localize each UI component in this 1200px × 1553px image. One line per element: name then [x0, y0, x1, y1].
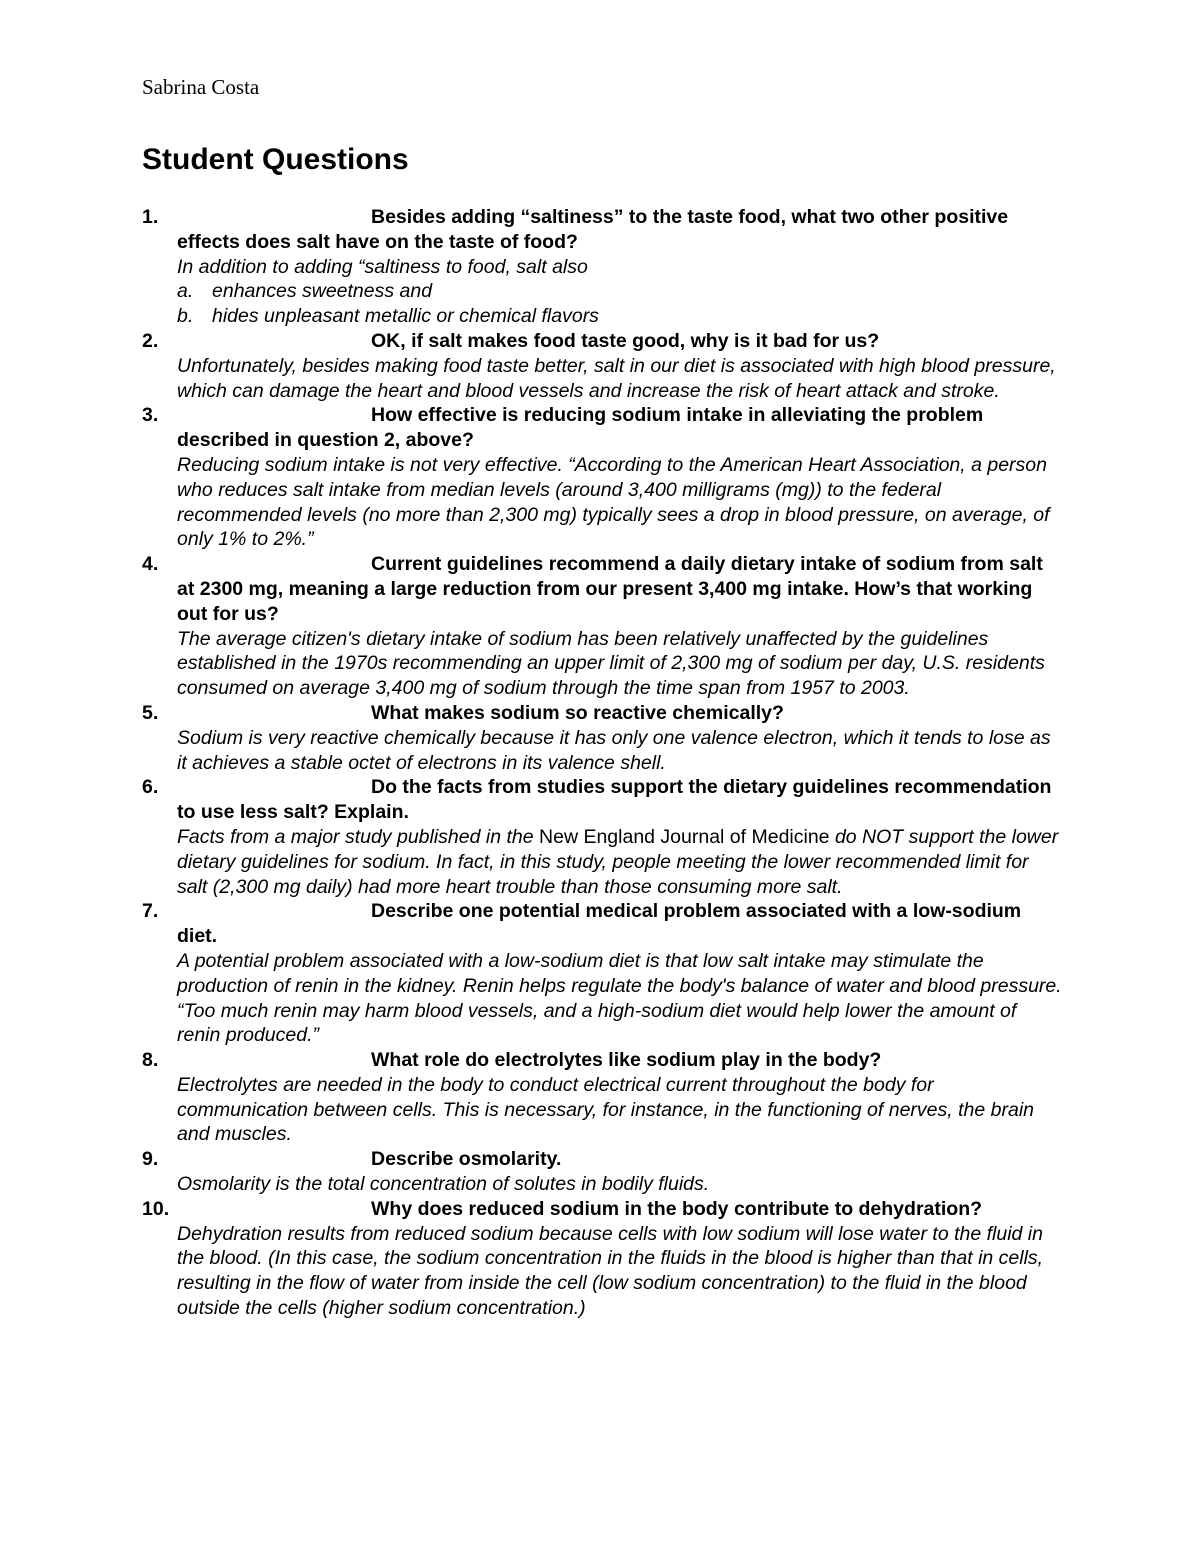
- question-number: 2.: [142, 329, 159, 352]
- question-text: Describe one potential medical problem associated with a low-sodium diet.: [177, 900, 1022, 948]
- question-item: [142, 701, 1062, 775]
- question-item: [142, 403, 1062, 552]
- answer-text-part: do NOT support the lower dietary guidelines for sodium. In fact, in this study, people meeting the lower recommended limit for salt (2,300 mg daily) had more heart trouble than those consuming more salt.: [177, 825, 1059, 898]
- question-text: How effective is reducing sodium intake in alleviating the problem described in question 2, above?: [177, 404, 984, 452]
- question-item: [142, 899, 1062, 1048]
- question-text: Do the facts from studies support the dietary guidelines recommendation to use less salt? Explain.: [177, 776, 1052, 824]
- question-number: 6.: [142, 776, 159, 799]
- question-number: 10.: [142, 1197, 170, 1220]
- question-number: 9.: [142, 1148, 159, 1171]
- question-number: 8.: [142, 1049, 159, 1072]
- question-text: What role do electrolytes like sodium play in the body?: [371, 1049, 882, 1072]
- list-letter: a.: [177, 280, 194, 303]
- journal-title: New England Journal of Medicine: [539, 825, 830, 848]
- question-item: [142, 329, 1062, 403]
- question-item: [142, 1048, 1062, 1147]
- answer-text: Unfortunately, besides making food taste better, salt in our diet is associated with high blood pressure, which can damage the heart and blood vessels and increase the risk of heart attack and stroke.: [177, 354, 1056, 402]
- answer-text: Osmolarity is the total concentration of solutes in bodily fluids.: [177, 1173, 710, 1196]
- answer-text: Sodium is very reactive chemically because it has only one valence electron, which it tends to lose as it achieves a stable octet of electrons in its valence shell.: [177, 726, 1051, 774]
- question-text: What makes sodium so reactive chemically?: [371, 701, 784, 724]
- question-number: 4.: [142, 553, 159, 576]
- question-number: 1.: [142, 206, 159, 228]
- question-number: 3.: [142, 404, 159, 427]
- question-text: Current guidelines recommend a daily dietary intake of sodium from salt at 2300 mg, meaning a large reduction from our present 3,400 mg intake. How’s that working out for us?: [177, 553, 1043, 625]
- question-item: [142, 1147, 1062, 1197]
- question-item: [142, 552, 1062, 701]
- answer-text: In addition to adding “saltiness to food, salt also: [177, 255, 588, 278]
- list-item-text: enhances sweetness and: [212, 280, 433, 303]
- answer-sublist: [177, 279, 1062, 329]
- question-text: Why does reduced sodium in the body contribute to dehydration?: [371, 1197, 983, 1220]
- answer-text: Dehydration results from reduced sodium because cells with low sodium will lose water to the fluid in the blood. (In this case, the sodium concentration in the fluids in the blood is higher than that in cells, resulting in the flow of water from inside the cell (low sodium concentration) to the fluid in the blood outside the cells (higher sodium concentration.): [177, 1222, 1044, 1320]
- list-item-text: hides unpleasant metallic or chemical flavors: [212, 305, 599, 328]
- list-item: [177, 304, 1062, 329]
- question-item: [142, 1197, 1062, 1321]
- question-list: [142, 205, 1062, 1321]
- answer-text-part: Facts from a major study published in the: [177, 825, 534, 848]
- answer-text: Reducing sodium intake is not very effective. “According to the American Heart Association, a person who reduces salt intake from median levels (around 3,400 milligrams (mg)) to the federal recommended levels (no more than 2,300 mg) typically sees a drop in blood pressure, on average, of only 1% to 2%.”: [177, 453, 1050, 551]
- question-item: [142, 775, 1062, 899]
- question-text: Besides adding “saltiness” to the taste food, what two other positive effects does salt have on the taste of food?: [177, 206, 1009, 253]
- answer-text: The average citizen's dietary intake of sodium has been relatively unaffected by the guidelines established in the 1970s recommending an upper limit of 2,300 mg of sodium per day, U.S. residents consumed on average 3,400 mg of sodium through the time span from 1957 to 2003.: [177, 627, 1045, 700]
- list-item: [177, 279, 1062, 304]
- page-title: Student Questions: [142, 143, 409, 176]
- list-letter: b.: [177, 305, 194, 328]
- answer-text: [177, 825, 1062, 899]
- question-number: 5.: [142, 701, 159, 724]
- question-text: Describe osmolarity.: [371, 1148, 562, 1171]
- author-name: Sabrina Costa: [142, 75, 260, 99]
- question-number: 7.: [142, 900, 159, 923]
- answer-text: Electrolytes are needed in the body to conduct electrical current throughout the body for communication between cells. This is necessary, for instance, in the functioning of nerves, the brain and muscles.: [177, 1073, 1034, 1146]
- question-text: OK, if salt makes food taste good, why is it bad for us?: [371, 329, 880, 352]
- question-item: [142, 205, 1062, 329]
- answer-text: A potential problem associated with a low-sodium diet is that low salt intake may stimulate the production of renin in the kidney. Renin helps regulate the body's balance of water and blood pressure. “Too much renin may harm blood vessels, and a high-sodium diet would help lower the amount of renin produced.”: [177, 949, 1062, 1047]
